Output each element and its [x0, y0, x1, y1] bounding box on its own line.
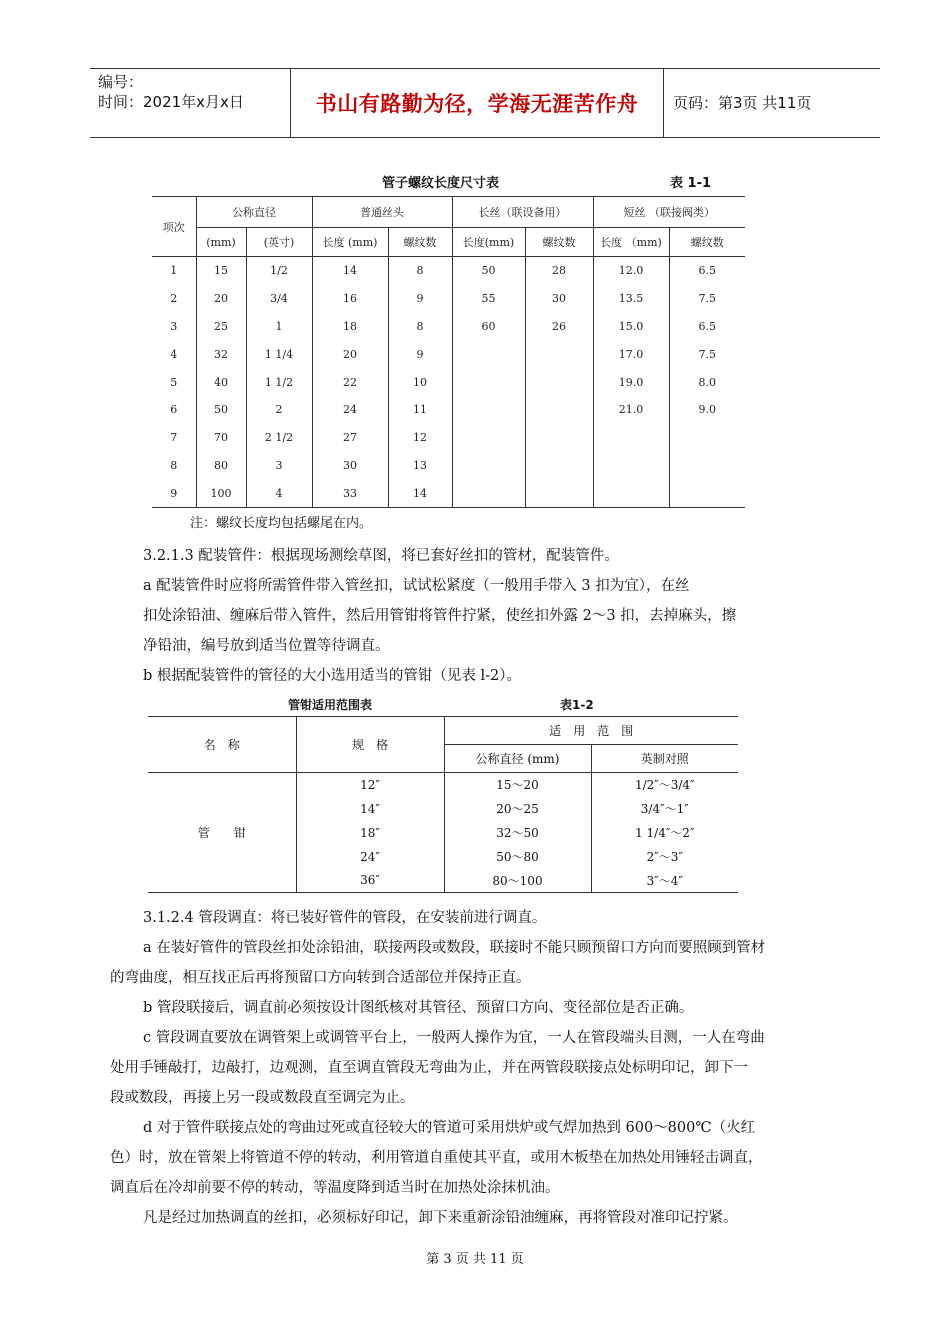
cell: 50～80 [444, 845, 591, 869]
cell: 1 1/2 [246, 368, 312, 396]
cell [525, 368, 593, 396]
cell: 7.5 [669, 340, 745, 368]
cell: 9.0 [669, 396, 745, 424]
cell: 24″ [296, 845, 444, 869]
cell: 1/2 [246, 257, 312, 285]
paragraph: 处用手锤敲打，边敲打，边观测，直至调直管段无弯曲为止，并在两管段联接点处标明印记，卸下一 [110, 1060, 748, 1076]
table-row [152, 313, 745, 341]
cell [452, 340, 525, 368]
paragraph: a 配装管件时应将所需管件带入管丝扣，试试松紧度（一般用手带入 3 扣为宜），在丝 [143, 578, 690, 594]
cell: 60 [452, 313, 525, 341]
cell: 2 1/2 [246, 424, 312, 452]
table-row [148, 773, 738, 797]
cell: 20～25 [444, 797, 591, 821]
cell [525, 424, 593, 452]
cell [525, 479, 593, 507]
cell: 12.0 [593, 257, 669, 285]
header-left [90, 69, 290, 137]
cell: 2 [246, 396, 312, 424]
cell: 20 [196, 285, 246, 313]
paragraph: a 在装好管件的管段丝扣处涂铅油，联接两段或数段，联接时不能只顾预留口方向而要照顾到管材 [143, 940, 766, 956]
cell [452, 479, 525, 507]
page-footer: 第 3 页 共 11 页 [426, 1252, 524, 1267]
table1-title: 管子螺纹长度尺寸表 [382, 176, 500, 191]
cell: 14 [312, 257, 388, 285]
cell: 3/4 [246, 285, 312, 313]
cell: 70 [196, 424, 246, 452]
tool-name: 管 钳 [148, 773, 296, 893]
pipe-wrench-table [148, 716, 738, 893]
cell: 9 [388, 340, 452, 368]
cell: 11 [388, 396, 452, 424]
paragraph: b 管段联接后，调直前必须按设计图纸核对其管径、预留口方向、变径部位是否正确。 [143, 1000, 694, 1016]
cell: 18 [312, 313, 388, 341]
cell: 80 [196, 452, 246, 480]
cell: 25 [196, 313, 246, 341]
cell [452, 396, 525, 424]
cell: 6.5 [669, 313, 745, 341]
cell: 18″ [296, 821, 444, 845]
cell: 15.0 [593, 313, 669, 341]
cell: 8 [170, 458, 178, 472]
cell [452, 368, 525, 396]
cell: 9 [388, 285, 452, 313]
cell: 2 [170, 292, 178, 306]
cell: 14″ [296, 797, 444, 821]
table-row [152, 452, 745, 480]
cell: 1/2″～3/4″ [591, 773, 738, 797]
cell: 27 [312, 424, 388, 452]
cell: 50 [196, 396, 246, 424]
cell: 3″～4″ [591, 869, 738, 893]
cell [593, 452, 669, 480]
header-mm: (mm) [196, 228, 246, 257]
cell: 14 [388, 479, 452, 507]
cell: 33 [312, 479, 388, 507]
cell: 100 [196, 479, 246, 507]
table-row [152, 396, 745, 424]
cell: 19.0 [593, 368, 669, 396]
cell: 6 [170, 403, 178, 417]
cell: 13.5 [593, 285, 669, 313]
cell: 7 [170, 431, 178, 445]
header-long-thread: 长丝（联设备用） [452, 197, 593, 228]
header-length: 长度 (mm) [312, 228, 388, 257]
cell: 40 [196, 368, 246, 396]
cell: 3 [170, 319, 178, 333]
cell: 15～20 [444, 773, 591, 797]
table1-note: 注：螺纹长度均包括螺尾在内。 [190, 516, 373, 531]
header-right [663, 69, 880, 137]
cell: 30 [525, 285, 593, 313]
cell: 36″ [296, 869, 444, 893]
motto: 书山有路勤为径，学海无涯苦作舟 [315, 92, 639, 116]
cell: 2″～3″ [591, 845, 738, 869]
header-thread-count: 螺纹数 [669, 228, 745, 257]
cell: 1 1/4 [246, 340, 312, 368]
paragraph: 凡是经过加热调直的丝扣，必须标好印记，卸下来重新涂铅油缠麻，再将管段对准印记拧紧。 [143, 1210, 738, 1226]
cell: 24 [312, 396, 388, 424]
cell: 32 [196, 340, 246, 368]
paragraph: b 根据配装管件的管径的大小选用适当的管钳（见表 l-2）。 [143, 668, 522, 684]
cell [669, 452, 745, 480]
header-spec: 规 格 [296, 717, 444, 773]
paragraph: 调直后在冷却前要不停的转动，等温度降到适当时在加热处涂抹机油。 [110, 1180, 560, 1196]
header-nominal-diameter: 公称直径 (mm) [444, 745, 591, 773]
paragraph: 的弯曲度，相互找正后再将预留口方向转到合适部位并保持正直。 [110, 970, 531, 986]
document-number: 编号： [98, 73, 144, 91]
paragraph: 扣处涂铅油、缠麻后带入管件，然后用管钳将管件拧紧，使丝扣外露 2～3 扣，去掉麻头，擦 [143, 608, 737, 624]
paragraph: 色）时，放在管架上将管道不停的转动，利用管道自重使其平直，或用木板垫在加热处用锤轻击调直， [110, 1150, 763, 1166]
header-normal-thread: 普通丝头 [312, 197, 452, 228]
header-thread-count: 螺纹数 [388, 228, 452, 257]
cell: 1 1/4″～2″ [591, 821, 738, 845]
cell: 30 [312, 452, 388, 480]
table2-number: 表1-2 [560, 698, 594, 712]
paragraph: 净铅油，编号放到适当位置等待调直。 [143, 638, 390, 654]
header-short-thread: 短丝 （联接阀类） [593, 197, 745, 228]
paragraph: d 对于管件联接点处的弯曲过死或直径较大的管道可采用烘炉或气焊加热到 600～800℃（火红 [143, 1120, 756, 1136]
cell [669, 424, 745, 452]
cell: 3/4″～1″ [591, 797, 738, 821]
header-item: 项次 [152, 197, 196, 257]
table2-title: 管钳适用范围表 [288, 698, 373, 712]
cell: 8 [388, 257, 452, 285]
cell: 80～100 [444, 869, 591, 893]
cell [525, 396, 593, 424]
header-name: 名 称 [148, 717, 296, 773]
cell: 32～50 [444, 821, 591, 845]
cell [452, 424, 525, 452]
cell: 9 [152, 479, 196, 507]
document-time: 时间：2021年x月x日 [98, 93, 244, 111]
table-row [152, 340, 745, 368]
cell: 21.0 [593, 396, 669, 424]
cell: 17.0 [593, 340, 669, 368]
paragraph: c 管段调直要放在调管架上或调管平台上，一般两人操作为宜，一人在管段端头目测，一人在弯曲 [143, 1030, 765, 1046]
cell: 20 [312, 340, 388, 368]
cell: 13 [388, 452, 452, 480]
cell [669, 479, 745, 507]
cell: 50 [452, 257, 525, 285]
page-header [90, 68, 880, 138]
paragraph: 段或数段，再接上另一段或数段直至调完为止。 [110, 1090, 415, 1106]
page-indicator: 页码：第3页 共11页 [673, 93, 812, 112]
header-length: 长度(mm) [452, 228, 525, 257]
cell: 26 [525, 313, 593, 341]
header-inch: (英寸) [246, 228, 312, 257]
cell: 12″ [296, 773, 444, 797]
cell: 4 [246, 479, 312, 507]
paragraph: 3.2.1.3 配装管件：根据现场测绘草图，将已套好丝扣的管材，配装管件。 [143, 548, 619, 564]
cell: 12 [388, 424, 452, 452]
table-row [152, 479, 745, 507]
cell: 10 [388, 368, 452, 396]
table-row [152, 368, 745, 396]
header-center [290, 69, 664, 137]
header-length: 长度 （mm) [593, 228, 669, 257]
cell: 4 [170, 347, 178, 361]
header-range: 适 用 范 围 [444, 717, 738, 745]
header-thread-count: 螺纹数 [525, 228, 593, 257]
cell: 16 [312, 285, 388, 313]
cell: 22 [312, 368, 388, 396]
cell: 1 [246, 313, 312, 341]
cell: 3 [246, 452, 312, 480]
cell [593, 479, 669, 507]
thread-length-table [152, 196, 745, 508]
cell: 1 [170, 264, 178, 278]
cell [452, 452, 525, 480]
cell [525, 340, 593, 368]
table1-number: 表 1-1 [670, 176, 712, 191]
cell: 28 [525, 257, 593, 285]
paragraph: 3.1.2.4 管段调直：将已装好管件的管段，在安装前进行调直。 [143, 910, 547, 926]
cell: 8 [388, 313, 452, 341]
header-inch-equivalent: 英制对照 [591, 745, 738, 773]
cell: 8.0 [669, 368, 745, 396]
cell [525, 452, 593, 480]
cell: 15 [196, 257, 246, 285]
cell [593, 424, 669, 452]
table-row [152, 285, 745, 313]
table-row [152, 257, 745, 285]
header-nominal-diameter: 公称直径 [196, 197, 312, 228]
cell: 5 [170, 375, 178, 389]
cell: 6.5 [669, 257, 745, 285]
table-row [152, 424, 745, 452]
cell: 7.5 [669, 285, 745, 313]
cell: 55 [452, 285, 525, 313]
